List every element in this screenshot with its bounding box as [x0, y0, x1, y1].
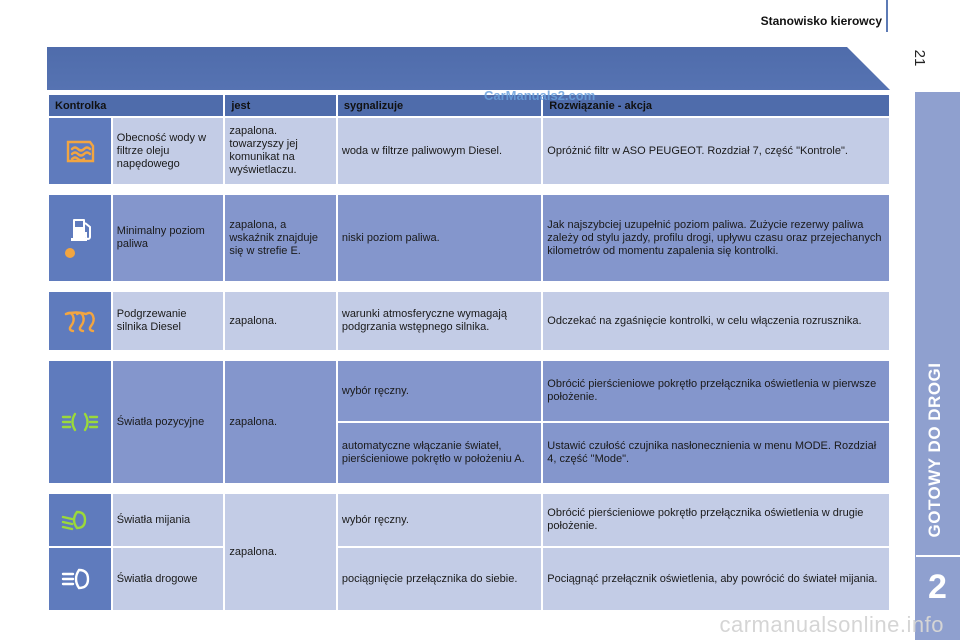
icon-cell — [49, 118, 111, 184]
icon-cell — [49, 494, 111, 546]
table-row — [49, 195, 889, 281]
action-cell: Obrócić pierścieniowe pokrętło przełącznika oświetlenia w pierwsze położenie. — [543, 361, 889, 421]
table-row — [49, 361, 889, 421]
header-sygnalizuje: sygnalizuje — [338, 95, 541, 116]
signals-cell: automatyczne włączanie świateł, pierścieniowe pokrętło w położeniu A. — [338, 423, 541, 483]
header-divider — [886, 0, 888, 32]
signals-cell: wybór ręczny. — [338, 494, 541, 546]
chapter-number: 2 — [928, 567, 947, 606]
page-number: 21 — [911, 49, 929, 67]
name-cell: Minimalny poziom paliwa — [113, 195, 224, 281]
main-beam-icon — [61, 567, 99, 591]
table-row — [49, 494, 889, 546]
table-row — [49, 292, 889, 350]
table-row — [49, 548, 889, 610]
table-header-row — [49, 95, 889, 116]
water-in-fuel-icon — [64, 137, 96, 165]
watermark-bottom: carmanualsonline.info — [719, 612, 944, 637]
action-cell: Ustawić czułość czujnika nasłonecznienia w menu MODE. Rozdział 4, część "Mode". — [543, 423, 889, 483]
icon-cell — [49, 292, 111, 350]
name-cell: Podgrzewanie silnika Diesel — [113, 292, 224, 350]
glow-plug-icon — [63, 309, 97, 333]
state-cell: zapalona. — [225, 494, 336, 610]
sidelights-icon — [61, 410, 99, 434]
signals-cell: pociągnięcie przełącznika do siebie. — [338, 548, 541, 610]
signals-cell: niski poziom paliwa. — [338, 195, 541, 281]
action-cell: Odczekać na zgaśnięcie kontrolki, w celu włączenia rozrusznika. — [543, 292, 889, 350]
chapter-title: GOTOWY DO DROGI — [925, 362, 944, 538]
name-cell: Światła mijania — [113, 494, 224, 546]
watermark-top: CarManuals2.com — [484, 88, 596, 103]
warning-lights-table — [47, 93, 891, 612]
table-row — [49, 118, 889, 184]
section-title: Stanowisko kierowcy — [760, 14, 882, 28]
signals-cell: wybór ręczny. — [338, 361, 541, 421]
name-cell: Światła pozycyjne — [113, 361, 224, 483]
action-cell: Jak najszybciej uzupełnić poziom paliwa. Zużycie rezerwy paliwa zależy od stylu jazdy, profilu drogi, upływu czasu oraz przejechanych kilometrów od momentu zapalenia się kontrolki. — [543, 195, 889, 281]
header-jest: jest — [225, 95, 336, 116]
header-rozwiazanie: Rozwiązanie - akcja — [543, 95, 889, 116]
action-cell: Obrócić pierścieniowe pokrętło przełącznika oświetlenia w drugie położenie. — [543, 494, 889, 546]
state-cell: zapalona. towarzyszy jej komunikat na wyświetlaczu. — [225, 118, 336, 184]
name-cell: Światła drogowe — [113, 548, 224, 610]
icon-cell — [49, 361, 111, 483]
icon-cell — [49, 195, 111, 281]
state-cell: zapalona. — [225, 361, 336, 483]
section-banner — [47, 47, 890, 90]
signals-cell: woda w filtrze paliwowym Diesel. — [338, 118, 541, 184]
header-kontrolka: Kontrolka — [49, 95, 223, 116]
icon-cell — [49, 548, 111, 610]
state-cell: zapalona. — [225, 292, 336, 350]
dipped-beam-icon — [61, 508, 99, 532]
action-cell: Pociągnąć przełącznik oświetlenia, aby powrócić do świateł mijania. — [543, 548, 889, 610]
name-cell: Obecność wody w filtrze oleju napędowego — [113, 118, 224, 184]
fuel-pump-icon — [63, 215, 97, 261]
action-cell: Opróżnić filtr w ASO PEUGEOT. Rozdział 7, część "Kontrole". — [543, 118, 889, 184]
signals-cell: warunki atmosferyczne wymagają podgrzania wstępnego silnika. — [338, 292, 541, 350]
state-cell: zapalona, a wskaźnik znajduje się w strefie E. — [225, 195, 336, 281]
chapter-divider — [916, 555, 960, 557]
